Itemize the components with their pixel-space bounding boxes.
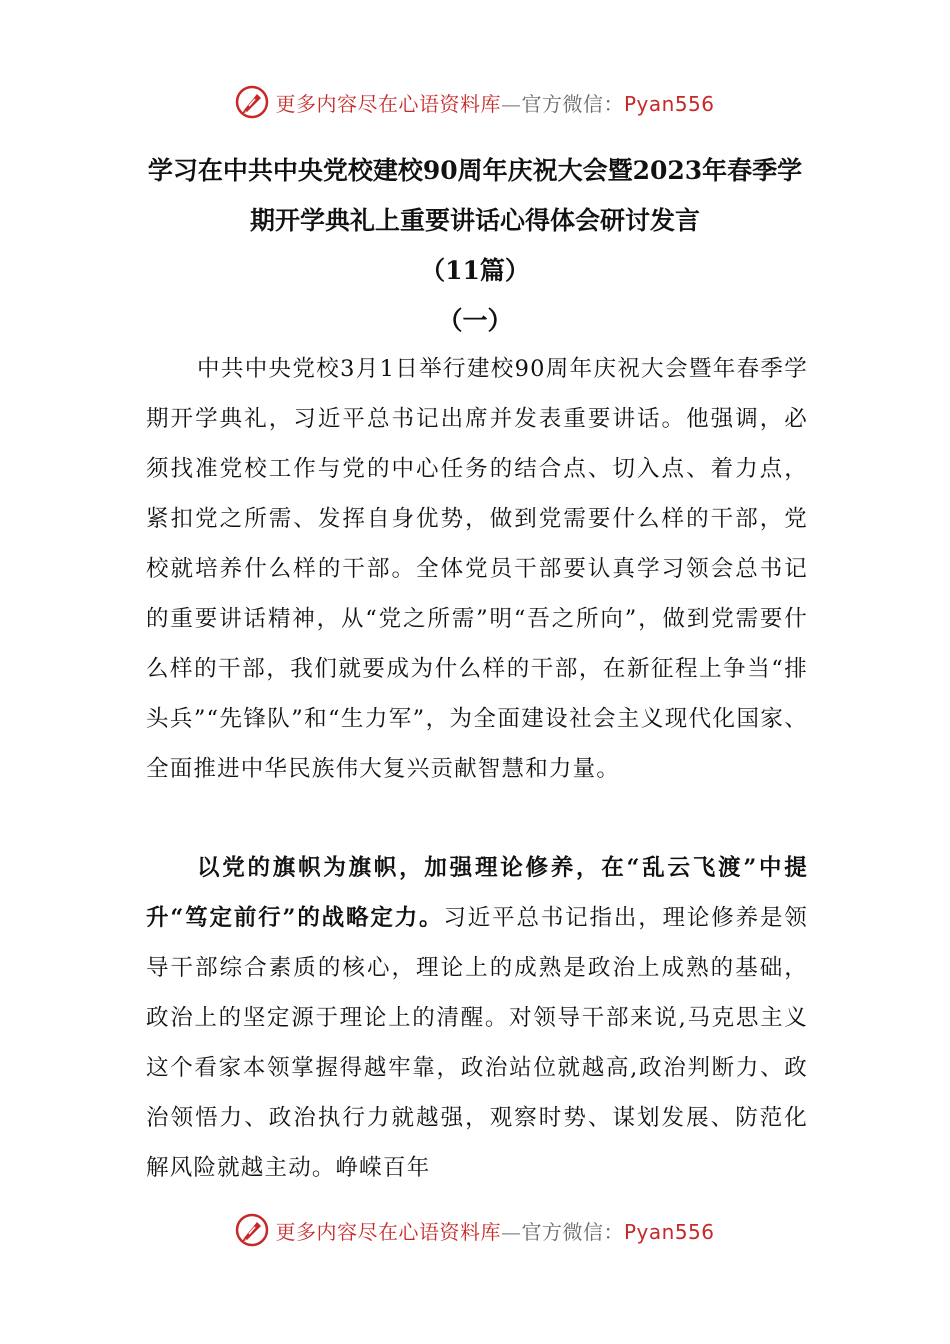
header-banner: [0, 82, 950, 122]
paragraph-2-bold-heading: 以党的旗帜为旗帜，加强理论修养，在“乱云飞渡”中提升“笃定前行”的战略定力。: [146, 855, 808, 931]
banner-wechat-label: 官方微信：: [521, 1219, 624, 1244]
body-paragraph-1: 中共中央党校3月1日举行建校90周年庆祝大会暨年春季学期开学典礼，习近平总书记出席并发表重要讲话。他强调，必须找准党校工作与党的中心任务的结合点、切入点、着力点，紧扣党之所需、发挥自身优势，做到党需要什么样的干部，党校就培养什么样的干部。全体党员干部要认真学习领会总书记的重要讲话精神，从“党之所需”明“吾之所向”，做到党需要什么样的干部，我们就要成为什么样的干部，在新征程上争当“排头兵”“先锋队”和“生力军”，为全面建设社会主义现代化国家、全面推进中华民族伟大复兴贡献智慧和力量。: [146, 356, 808, 782]
banner-wechat-id: Pyan556: [623, 1219, 715, 1244]
banner-wechat-id: Pyan556: [623, 91, 715, 116]
paragraph-2-text: 习近平总书记指出，理论修养是领导干部综合素质的核心，理论上的成熟是政治上成熟的基础，政治上的坚定源于理论上的清醒。对领导干部来说,马克思主义这个看家本领掌握得越牢靠，政治站位就越高,政治判断力、政治领悟力、政治执行力就越强，观察时势、谋划发展、防范化解风险就越主动。峥嵘百年: [146, 905, 808, 1181]
pen-nib-logo-icon: [235, 1213, 269, 1247]
body-paragraph-2: [146, 843, 808, 1193]
footer-banner-text: [275, 1216, 714, 1245]
footer-banner: [0, 1210, 950, 1250]
document-title-line2: 期开学典礼上重要讲话心得体会研讨发言: [249, 206, 700, 235]
header-banner-text: [275, 88, 714, 117]
banner-separator: —: [500, 1219, 522, 1244]
banner-main-text: 更多内容尽在心语资料库: [275, 1219, 501, 1244]
banner-separator: —: [500, 91, 522, 116]
pen-nib-logo-icon: [235, 85, 269, 119]
document-title-line1: 学习在中共中央党校建校90周年庆祝大会暨2023年春季学: [147, 156, 803, 185]
document-title-count: （11篇）: [420, 256, 530, 285]
section-number: （一）: [437, 306, 513, 335]
banner-main-text: 更多内容尽在心语资料库: [275, 91, 501, 116]
banner-wechat-label: 官方微信：: [521, 91, 624, 116]
